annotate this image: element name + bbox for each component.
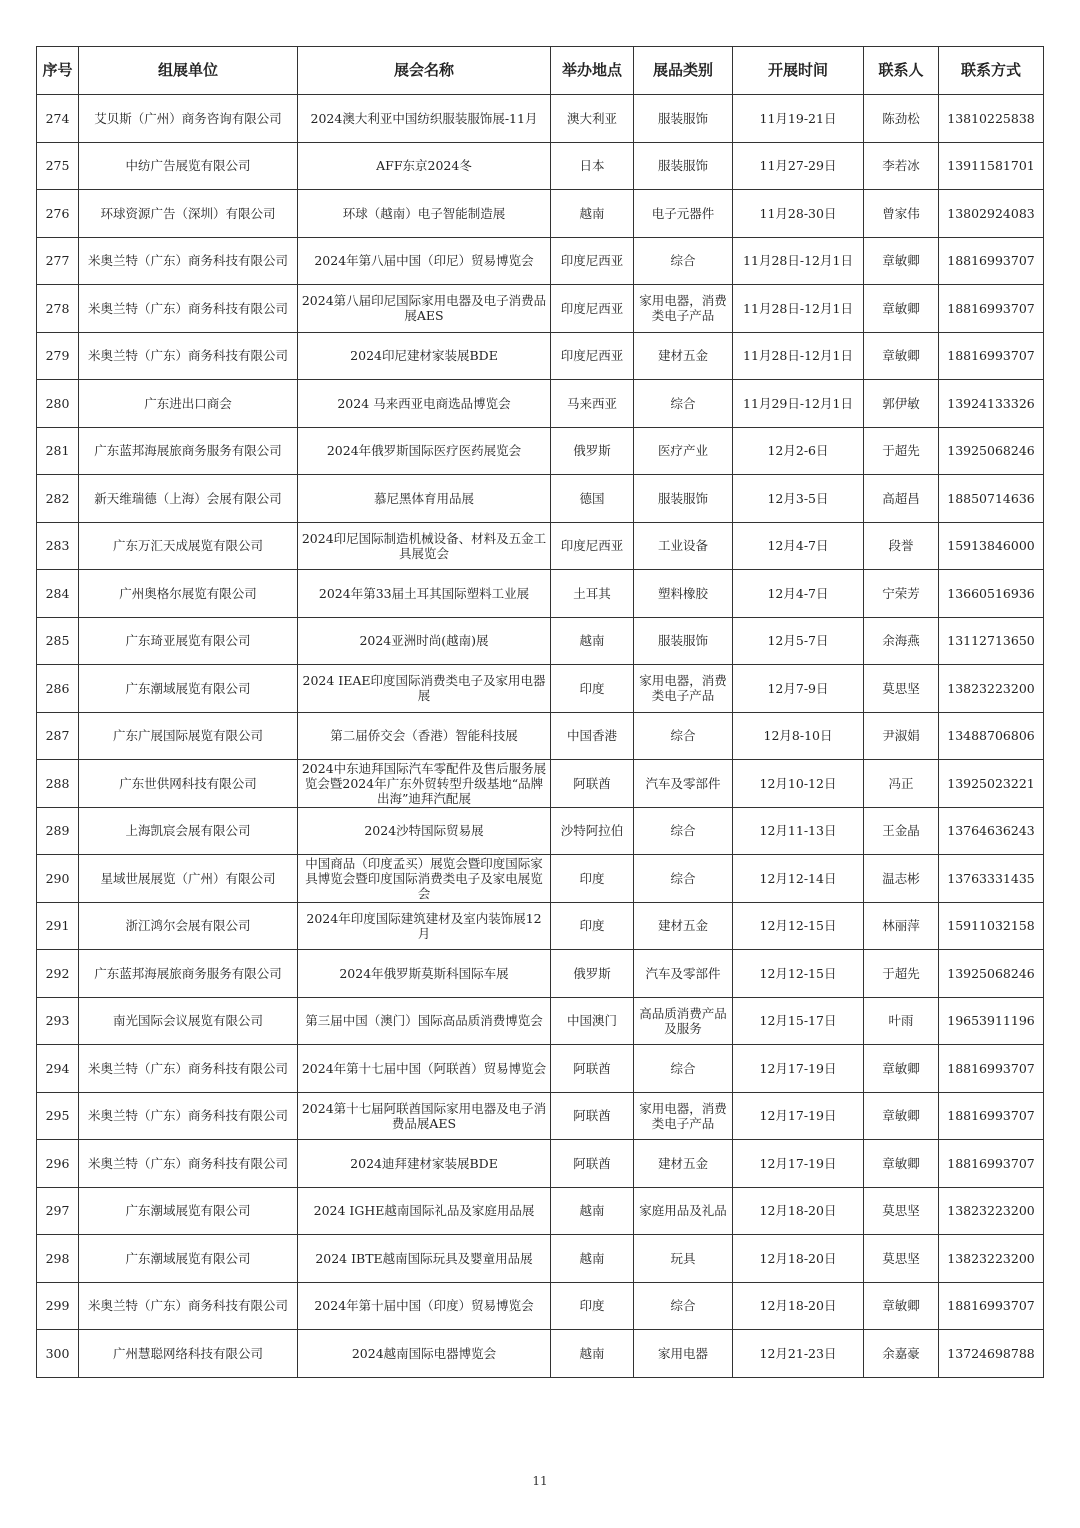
cell-dates: 12月12-14日 bbox=[733, 855, 864, 903]
cell-dates: 11月28日-12月1日 bbox=[733, 285, 864, 333]
cell-location: 阿联酋 bbox=[551, 760, 634, 808]
cell-dates: 11月19-21日 bbox=[733, 95, 864, 143]
cell-dates: 12月12-15日 bbox=[733, 902, 864, 950]
header-contact-person: 联系人 bbox=[864, 47, 939, 95]
cell-index: 295 bbox=[37, 1092, 79, 1140]
cell-contact-phone: 13823223200 bbox=[939, 1187, 1044, 1235]
cell-category: 家庭用品及礼品 bbox=[634, 1187, 733, 1235]
cell-index: 278 bbox=[37, 285, 79, 333]
cell-index: 274 bbox=[37, 95, 79, 143]
cell-dates: 12月15-17日 bbox=[733, 997, 864, 1045]
cell-category: 家用电器，消费类电子产品 bbox=[634, 1092, 733, 1140]
cell-dates: 11月29日-12月1日 bbox=[733, 380, 864, 428]
cell-category: 塑料橡胶 bbox=[634, 570, 733, 618]
cell-dates: 12月10-12日 bbox=[733, 760, 864, 808]
cell-contact-phone: 18850714636 bbox=[939, 475, 1044, 523]
cell-contact-person: 于超先 bbox=[864, 427, 939, 475]
cell-dates: 12月4-7日 bbox=[733, 522, 864, 570]
cell-category: 高品质消费产品及服务 bbox=[634, 997, 733, 1045]
cell-contact-person: 莫思坚 bbox=[864, 1235, 939, 1283]
cell-dates: 12月18-20日 bbox=[733, 1187, 864, 1235]
cell-category: 玩具 bbox=[634, 1235, 733, 1283]
cell-exhibition-name: 2024亚洲时尚(越南)展 bbox=[298, 617, 551, 665]
cell-index: 298 bbox=[37, 1235, 79, 1283]
cell-organizer: 广东广展国际展览有限公司 bbox=[79, 712, 298, 760]
cell-exhibition-name: AFF东京2024冬 bbox=[298, 142, 551, 190]
cell-dates: 11月28日-12月1日 bbox=[733, 237, 864, 285]
cell-dates: 12月12-15日 bbox=[733, 950, 864, 998]
cell-contact-person: 章敏卿 bbox=[864, 332, 939, 380]
cell-contact-phone: 13925023221 bbox=[939, 760, 1044, 808]
cell-dates: 12月7-9日 bbox=[733, 665, 864, 713]
cell-dates: 12月8-10日 bbox=[733, 712, 864, 760]
table-row bbox=[37, 1140, 1044, 1188]
table-body bbox=[37, 95, 1044, 1378]
cell-dates: 11月28-30日 bbox=[733, 190, 864, 238]
table-row bbox=[37, 712, 1044, 760]
cell-category: 建材五金 bbox=[634, 1140, 733, 1188]
cell-category: 家用电器，消费类电子产品 bbox=[634, 285, 733, 333]
header-location: 举办地点 bbox=[551, 47, 634, 95]
cell-contact-person: 叶雨 bbox=[864, 997, 939, 1045]
cell-dates: 12月18-20日 bbox=[733, 1282, 864, 1330]
cell-organizer: 中纺广告展览有限公司 bbox=[79, 142, 298, 190]
cell-index: 280 bbox=[37, 380, 79, 428]
table-row bbox=[37, 1330, 1044, 1378]
table-row bbox=[37, 950, 1044, 998]
cell-location: 阿联酋 bbox=[551, 1092, 634, 1140]
cell-index: 297 bbox=[37, 1187, 79, 1235]
cell-category: 建材五金 bbox=[634, 332, 733, 380]
cell-index: 283 bbox=[37, 522, 79, 570]
cell-contact-person: 莫思坚 bbox=[864, 1187, 939, 1235]
cell-organizer: 米奥兰特（广东）商务科技有限公司 bbox=[79, 237, 298, 285]
cell-organizer: 广东万汇天成展览有限公司 bbox=[79, 522, 298, 570]
cell-contact-phone: 13660516936 bbox=[939, 570, 1044, 618]
cell-location: 中国香港 bbox=[551, 712, 634, 760]
cell-index: 284 bbox=[37, 570, 79, 618]
cell-exhibition-name: 2024第八届印尼国际家用电器及电子消费品展AES bbox=[298, 285, 551, 333]
cell-dates: 12月5-7日 bbox=[733, 617, 864, 665]
cell-category: 建材五金 bbox=[634, 902, 733, 950]
cell-contact-phone: 19653911196 bbox=[939, 997, 1044, 1045]
cell-exhibition-name: 慕尼黑体育用品展 bbox=[298, 475, 551, 523]
cell-exhibition-name: 2024迪拜建材家装展BDE bbox=[298, 1140, 551, 1188]
cell-category: 汽车及零部件 bbox=[634, 950, 733, 998]
cell-contact-person: 余嘉豪 bbox=[864, 1330, 939, 1378]
table-row bbox=[37, 427, 1044, 475]
table-row bbox=[37, 285, 1044, 333]
cell-index: 281 bbox=[37, 427, 79, 475]
cell-contact-phone: 18816993707 bbox=[939, 237, 1044, 285]
cell-dates: 12月4-7日 bbox=[733, 570, 864, 618]
cell-category: 家用电器，消费类电子产品 bbox=[634, 665, 733, 713]
cell-exhibition-name: 2024印尼建材家装展BDE bbox=[298, 332, 551, 380]
cell-contact-phone: 18816993707 bbox=[939, 285, 1044, 333]
cell-exhibition-name: 2024年俄罗斯莫斯科国际车展 bbox=[298, 950, 551, 998]
cell-exhibition-name: 2024年俄罗斯国际医疗医药展览会 bbox=[298, 427, 551, 475]
table-row bbox=[37, 1187, 1044, 1235]
cell-exhibition-name: 2024 IEAE印度国际消费类电子及家用电器展 bbox=[298, 665, 551, 713]
cell-contact-person: 王金晶 bbox=[864, 807, 939, 855]
cell-location: 日本 bbox=[551, 142, 634, 190]
cell-category: 综合 bbox=[634, 807, 733, 855]
table-row bbox=[37, 760, 1044, 808]
cell-contact-phone: 13911581701 bbox=[939, 142, 1044, 190]
cell-contact-phone: 18816993707 bbox=[939, 1282, 1044, 1330]
cell-category: 工业设备 bbox=[634, 522, 733, 570]
cell-category: 综合 bbox=[634, 380, 733, 428]
cell-index: 282 bbox=[37, 475, 79, 523]
cell-location: 马来西亚 bbox=[551, 380, 634, 428]
cell-location: 印度尼西亚 bbox=[551, 237, 634, 285]
cell-index: 289 bbox=[37, 807, 79, 855]
cell-contact-phone: 18816993707 bbox=[939, 332, 1044, 380]
cell-location: 越南 bbox=[551, 1330, 634, 1378]
cell-organizer: 广州慧聪网络科技有限公司 bbox=[79, 1330, 298, 1378]
cell-exhibition-name: 2024第十七届阿联酋国际家用电器及电子消费品展AES bbox=[298, 1092, 551, 1140]
cell-location: 阿联酋 bbox=[551, 1140, 634, 1188]
cell-exhibition-name: 第二届侨交会（香港）智能科技展 bbox=[298, 712, 551, 760]
cell-organizer: 广东世供网科技有限公司 bbox=[79, 760, 298, 808]
cell-contact-phone: 15913846000 bbox=[939, 522, 1044, 570]
cell-contact-phone: 13488706806 bbox=[939, 712, 1044, 760]
cell-dates: 12月21-23日 bbox=[733, 1330, 864, 1378]
cell-location: 阿联酋 bbox=[551, 1045, 634, 1093]
cell-index: 276 bbox=[37, 190, 79, 238]
cell-location: 印度 bbox=[551, 902, 634, 950]
table-row bbox=[37, 855, 1044, 903]
cell-contact-phone: 15911032158 bbox=[939, 902, 1044, 950]
cell-category: 服装服饰 bbox=[634, 475, 733, 523]
cell-location: 越南 bbox=[551, 617, 634, 665]
cell-location: 越南 bbox=[551, 1187, 634, 1235]
cell-category: 电子元器件 bbox=[634, 190, 733, 238]
table-row bbox=[37, 1092, 1044, 1140]
cell-index: 296 bbox=[37, 1140, 79, 1188]
cell-contact-phone: 18816993707 bbox=[939, 1092, 1044, 1140]
table-row bbox=[37, 190, 1044, 238]
cell-index: 286 bbox=[37, 665, 79, 713]
cell-index: 290 bbox=[37, 855, 79, 903]
cell-category: 综合 bbox=[634, 237, 733, 285]
table-row bbox=[37, 95, 1044, 143]
cell-exhibition-name: 2024年第十七届中国（阿联酋）贸易博览会 bbox=[298, 1045, 551, 1093]
cell-exhibition-name: 2024年第十届中国（印度）贸易博览会 bbox=[298, 1282, 551, 1330]
cell-category: 综合 bbox=[634, 1282, 733, 1330]
cell-organizer: 米奥兰特（广东）商务科技有限公司 bbox=[79, 332, 298, 380]
cell-category: 医疗产业 bbox=[634, 427, 733, 475]
cell-organizer: 米奥兰特（广东）商务科技有限公司 bbox=[79, 285, 298, 333]
cell-category: 服装服饰 bbox=[634, 617, 733, 665]
table-row bbox=[37, 332, 1044, 380]
cell-organizer: 星域世展展览（广州）有限公司 bbox=[79, 855, 298, 903]
cell-organizer: 艾贝斯（广州）商务咨询有限公司 bbox=[79, 95, 298, 143]
cell-category: 汽车及零部件 bbox=[634, 760, 733, 808]
cell-index: 288 bbox=[37, 760, 79, 808]
cell-index: 291 bbox=[37, 902, 79, 950]
cell-location: 越南 bbox=[551, 190, 634, 238]
cell-location: 德国 bbox=[551, 475, 634, 523]
table-row bbox=[37, 1235, 1044, 1283]
cell-contact-phone: 13823223200 bbox=[939, 665, 1044, 713]
cell-organizer: 米奥兰特（广东）商务科技有限公司 bbox=[79, 1045, 298, 1093]
cell-exhibition-name: 2024年第33届土耳其国际塑料工业展 bbox=[298, 570, 551, 618]
cell-organizer: 米奥兰特（广东）商务科技有限公司 bbox=[79, 1282, 298, 1330]
cell-exhibition-name: 2024澳大利亚中国纺织服装服饰展-11月 bbox=[298, 95, 551, 143]
cell-contact-phone: 13763331435 bbox=[939, 855, 1044, 903]
cell-location: 印度 bbox=[551, 855, 634, 903]
cell-category: 综合 bbox=[634, 855, 733, 903]
cell-index: 292 bbox=[37, 950, 79, 998]
cell-exhibition-name: 2024 马来西亚电商选品博览会 bbox=[298, 380, 551, 428]
cell-category: 服装服饰 bbox=[634, 142, 733, 190]
cell-contact-person: 郭伊敏 bbox=[864, 380, 939, 428]
cell-exhibition-name: 2024年第八届中国（印尼）贸易博览会 bbox=[298, 237, 551, 285]
cell-contact-person: 曾家伟 bbox=[864, 190, 939, 238]
cell-organizer: 广州奥格尔展览有限公司 bbox=[79, 570, 298, 618]
cell-index: 285 bbox=[37, 617, 79, 665]
cell-dates: 12月17-19日 bbox=[733, 1140, 864, 1188]
cell-index: 293 bbox=[37, 997, 79, 1045]
cell-index: 275 bbox=[37, 142, 79, 190]
cell-organizer: 广东蓝邦海展旅商务服务有限公司 bbox=[79, 950, 298, 998]
header-organizer: 组展单位 bbox=[79, 47, 298, 95]
cell-location: 印度尼西亚 bbox=[551, 332, 634, 380]
cell-exhibition-name: 2024 IBTE越南国际玩具及婴童用品展 bbox=[298, 1235, 551, 1283]
table-row bbox=[37, 902, 1044, 950]
cell-location: 印度尼西亚 bbox=[551, 285, 634, 333]
cell-contact-phone: 13823223200 bbox=[939, 1235, 1044, 1283]
cell-organizer: 米奥兰特（广东）商务科技有限公司 bbox=[79, 1092, 298, 1140]
cell-exhibition-name: 2024 IGHE越南国际礼品及家庭用品展 bbox=[298, 1187, 551, 1235]
cell-contact-person: 宁荣芳 bbox=[864, 570, 939, 618]
cell-contact-person: 章敏卿 bbox=[864, 1045, 939, 1093]
cell-contact-person: 于超先 bbox=[864, 950, 939, 998]
cell-contact-phone: 13924133326 bbox=[939, 380, 1044, 428]
cell-exhibition-name: 环球（越南）电子智能制造展 bbox=[298, 190, 551, 238]
cell-location: 印度尼西亚 bbox=[551, 522, 634, 570]
cell-contact-person: 林丽萍 bbox=[864, 902, 939, 950]
cell-organizer: 广东潮域展览有限公司 bbox=[79, 1187, 298, 1235]
cell-contact-phone: 18816993707 bbox=[939, 1140, 1044, 1188]
cell-location: 澳大利亚 bbox=[551, 95, 634, 143]
cell-location: 沙特阿拉伯 bbox=[551, 807, 634, 855]
cell-index: 300 bbox=[37, 1330, 79, 1378]
cell-dates: 12月17-19日 bbox=[733, 1045, 864, 1093]
table-row bbox=[37, 997, 1044, 1045]
table-row bbox=[37, 475, 1044, 523]
cell-index: 299 bbox=[37, 1282, 79, 1330]
cell-organizer: 米奥兰特（广东）商务科技有限公司 bbox=[79, 1140, 298, 1188]
cell-dates: 11月28日-12月1日 bbox=[733, 332, 864, 380]
cell-exhibition-name: 2024年印度国际建筑建材及室内装饰展12月 bbox=[298, 902, 551, 950]
cell-index: 294 bbox=[37, 1045, 79, 1093]
exhibition-table bbox=[36, 46, 1044, 1378]
cell-location: 越南 bbox=[551, 1235, 634, 1283]
cell-contact-person: 章敏卿 bbox=[864, 1092, 939, 1140]
cell-organizer: 广东琦亚展览有限公司 bbox=[79, 617, 298, 665]
cell-contact-person: 高超昌 bbox=[864, 475, 939, 523]
cell-contact-phone: 13802924083 bbox=[939, 190, 1044, 238]
cell-index: 287 bbox=[37, 712, 79, 760]
cell-contact-person: 冯正 bbox=[864, 760, 939, 808]
cell-contact-person: 章敏卿 bbox=[864, 1282, 939, 1330]
cell-contact-phone: 13724698788 bbox=[939, 1330, 1044, 1378]
cell-contact-phone: 18816993707 bbox=[939, 1045, 1044, 1093]
table-row bbox=[37, 617, 1044, 665]
cell-contact-phone: 13112713650 bbox=[939, 617, 1044, 665]
cell-index: 279 bbox=[37, 332, 79, 380]
cell-exhibition-name: 2024中东迪拜国际汽车零配件及售后服务展览会暨2024年广东外贸转型升级基地“品牌出海”迪拜汽配展 bbox=[298, 760, 551, 808]
cell-location: 土耳其 bbox=[551, 570, 634, 618]
cell-dates: 11月27-29日 bbox=[733, 142, 864, 190]
cell-contact-phone: 13925068246 bbox=[939, 950, 1044, 998]
cell-contact-phone: 13925068246 bbox=[939, 427, 1044, 475]
cell-dates: 12月11-13日 bbox=[733, 807, 864, 855]
header-dates: 开展时间 bbox=[733, 47, 864, 95]
cell-contact-person: 章敏卿 bbox=[864, 237, 939, 285]
cell-contact-person: 莫思坚 bbox=[864, 665, 939, 713]
cell-exhibition-name: 2024越南国际电器博览会 bbox=[298, 1330, 551, 1378]
cell-dates: 12月18-20日 bbox=[733, 1235, 864, 1283]
header-contact-phone: 联系方式 bbox=[939, 47, 1044, 95]
cell-location: 印度 bbox=[551, 1282, 634, 1330]
cell-dates: 12月3-5日 bbox=[733, 475, 864, 523]
cell-exhibition-name: 第三届中国（澳门）国际高品质消费博览会 bbox=[298, 997, 551, 1045]
cell-exhibition-name: 2024印尼国际制造机械设备、材料及五金工具展览会 bbox=[298, 522, 551, 570]
cell-location: 印度 bbox=[551, 665, 634, 713]
cell-organizer: 广东进出口商会 bbox=[79, 380, 298, 428]
cell-dates: 12月2-6日 bbox=[733, 427, 864, 475]
cell-category: 综合 bbox=[634, 712, 733, 760]
cell-exhibition-name: 中国商品（印度孟买）展览会暨印度国际家具博览会暨印度国际消费类电子及家电展览会 bbox=[298, 855, 551, 903]
table-row bbox=[37, 522, 1044, 570]
cell-index: 277 bbox=[37, 237, 79, 285]
cell-contact-phone: 13810225838 bbox=[939, 95, 1044, 143]
table-row bbox=[37, 380, 1044, 428]
table-row bbox=[37, 237, 1044, 285]
cell-location: 俄罗斯 bbox=[551, 427, 634, 475]
cell-location: 中国澳门 bbox=[551, 997, 634, 1045]
cell-organizer: 南光国际会议展览有限公司 bbox=[79, 997, 298, 1045]
cell-contact-phone: 13764636243 bbox=[939, 807, 1044, 855]
cell-contact-person: 章敏卿 bbox=[864, 285, 939, 333]
cell-location: 俄罗斯 bbox=[551, 950, 634, 998]
cell-contact-person: 章敏卿 bbox=[864, 1140, 939, 1188]
table-row bbox=[37, 1282, 1044, 1330]
cell-organizer: 广东潮域展览有限公司 bbox=[79, 1235, 298, 1283]
header-exhibition-name: 展会名称 bbox=[298, 47, 551, 95]
cell-organizer: 浙江鸿尔会展有限公司 bbox=[79, 902, 298, 950]
cell-contact-person: 陈劲松 bbox=[864, 95, 939, 143]
cell-organizer: 广东蓝邦海展旅商务服务有限公司 bbox=[79, 427, 298, 475]
cell-organizer: 上海凯宸会展有限公司 bbox=[79, 807, 298, 855]
cell-organizer: 新天维瑞德（上海）会展有限公司 bbox=[79, 475, 298, 523]
table-row bbox=[37, 665, 1044, 713]
cell-contact-person: 段誉 bbox=[864, 522, 939, 570]
page-number: 11 bbox=[532, 1474, 548, 1488]
cell-organizer: 广东潮域展览有限公司 bbox=[79, 665, 298, 713]
cell-dates: 12月17-19日 bbox=[733, 1092, 864, 1140]
header-category: 展品类别 bbox=[634, 47, 733, 95]
cell-category: 家用电器 bbox=[634, 1330, 733, 1378]
cell-contact-person: 余海燕 bbox=[864, 617, 939, 665]
cell-contact-person: 温志彬 bbox=[864, 855, 939, 903]
table-row bbox=[37, 1045, 1044, 1093]
cell-category: 综合 bbox=[634, 1045, 733, 1093]
table-row bbox=[37, 142, 1044, 190]
cell-category: 服装服饰 bbox=[634, 95, 733, 143]
cell-organizer: 环球资源广告（深圳）有限公司 bbox=[79, 190, 298, 238]
table-header-row bbox=[37, 47, 1044, 95]
cell-exhibition-name: 2024沙特国际贸易展 bbox=[298, 807, 551, 855]
cell-contact-person: 尹淑娟 bbox=[864, 712, 939, 760]
cell-contact-person: 李若冰 bbox=[864, 142, 939, 190]
header-index: 序号 bbox=[37, 47, 79, 95]
table-row bbox=[37, 570, 1044, 618]
table-row bbox=[37, 807, 1044, 855]
